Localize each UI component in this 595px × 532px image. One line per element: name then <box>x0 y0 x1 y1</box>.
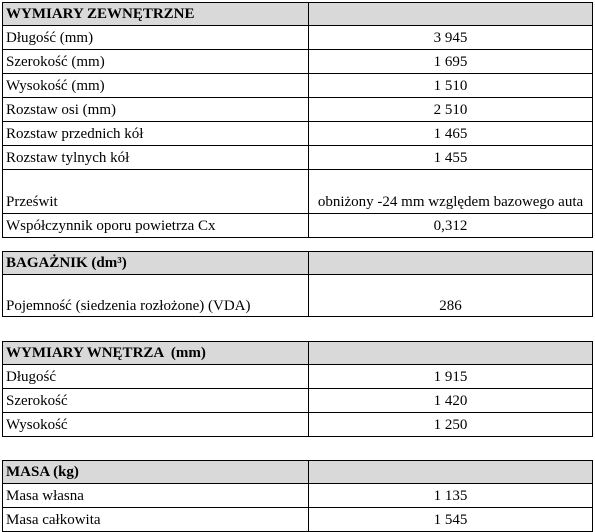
row-value: 0,312 <box>309 214 593 238</box>
row-value: 1 510 <box>309 74 593 98</box>
row-value: 1 455 <box>309 146 593 170</box>
row-value: 1 695 <box>309 50 593 74</box>
section-title: BAGAŻNIK (dm³) <box>3 252 309 275</box>
table-row <box>3 74 593 98</box>
row-value: 1 250 <box>309 413 593 437</box>
row-label: Długość <box>3 365 309 389</box>
row-label: Wysokość <box>3 413 309 437</box>
table-row <box>3 98 593 122</box>
table-row <box>3 146 593 170</box>
row-label: Szerokość (mm) <box>3 50 309 74</box>
table-header-row <box>3 3 593 26</box>
header-empty-cell <box>309 461 593 484</box>
mass-table <box>2 460 593 532</box>
table-row <box>3 26 593 50</box>
row-label: Pojemność (siedzenia rozłożone) (VDA) <box>3 275 309 317</box>
row-label: Masa całkowita <box>3 508 309 532</box>
row-value: 3 945 <box>309 26 593 50</box>
table-header-row <box>3 342 593 365</box>
header-empty-cell <box>309 3 593 26</box>
row-value: 1 915 <box>309 365 593 389</box>
row-value: 2 510 <box>309 98 593 122</box>
row-value: 1 135 <box>309 484 593 508</box>
table-row <box>3 50 593 74</box>
table-row <box>3 365 593 389</box>
row-label: Rozstaw osi (mm) <box>3 98 309 122</box>
section-title: WYMIARY ZEWNĘTRZNE <box>3 3 309 26</box>
row-label: Prześwit <box>3 170 309 214</box>
trunk-table <box>2 251 593 317</box>
row-label: Współczynnik oporu powietrza Cx <box>3 214 309 238</box>
row-label: Rozstaw tylnych kół <box>3 146 309 170</box>
header-empty-cell <box>309 342 593 365</box>
table-row <box>3 508 593 532</box>
row-label: Długość (mm) <box>3 26 309 50</box>
table-header-row <box>3 252 593 275</box>
row-label: Masa własna <box>3 484 309 508</box>
row-label: Szerokość <box>3 389 309 413</box>
row-value: obniżony -24 mm względem bazowego auta <box>309 170 593 214</box>
row-value: 1 420 <box>309 389 593 413</box>
header-empty-cell <box>309 252 593 275</box>
row-value: 286 <box>309 275 593 317</box>
exterior-dimensions-table <box>2 2 593 238</box>
table-row <box>3 275 593 317</box>
table-row <box>3 389 593 413</box>
table-header-row <box>3 461 593 484</box>
table-row <box>3 122 593 146</box>
section-title: MASA (kg) <box>3 461 309 484</box>
table-row <box>3 413 593 437</box>
table-row <box>3 484 593 508</box>
table-row <box>3 170 593 214</box>
row-value: 1 545 <box>309 508 593 532</box>
row-label: Rozstaw przednich kół <box>3 122 309 146</box>
row-label: Wysokość (mm) <box>3 74 309 98</box>
section-title: WYMIARY WNĘTRZA (mm) <box>3 342 309 365</box>
interior-dimensions-table <box>2 341 593 437</box>
table-row <box>3 214 593 238</box>
row-value: 1 465 <box>309 122 593 146</box>
